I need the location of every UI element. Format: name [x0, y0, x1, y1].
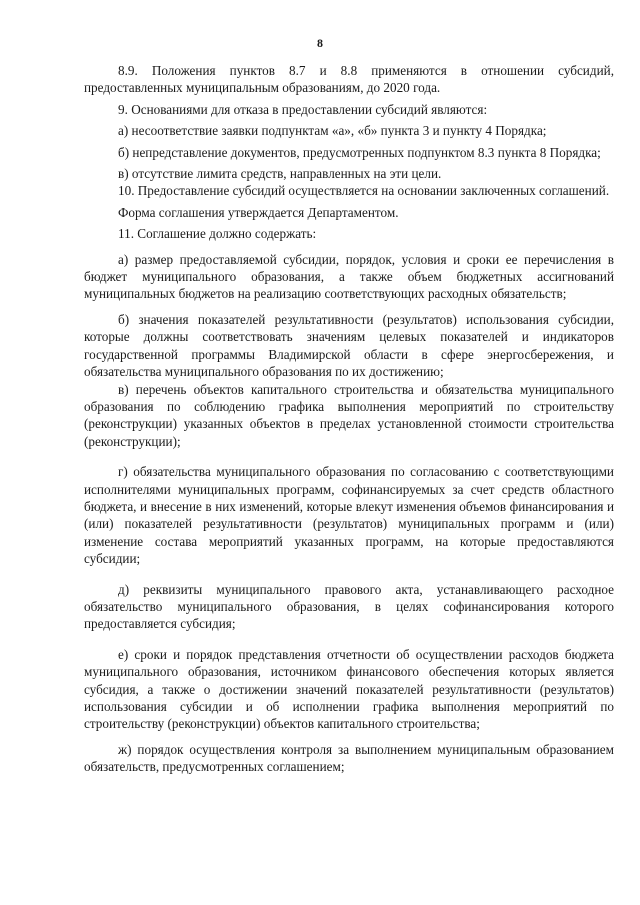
- paragraph-agreement-form: Форма соглашения утверждается Департаментом.: [118, 204, 399, 220]
- document-body: [84, 62, 614, 776]
- paragraph-8-9: 8.9. Положения пунктов 8.7 и 8.8 применяются в отношении субсидий, предоставленных муниципальным образованиям, до 2020 года.: [84, 63, 614, 96]
- paragraph-11-b: б) значения показателей результативности (результатов) использования субсидии, которые должны соответствовать значениям целевых показателей и индикаторов государственной программы Владимирской области в сфере энергосбережения, и обязательства муниципального образования по их достижению;: [84, 311, 614, 380]
- paragraph-11-v: в) перечень объектов капитального строительства и обязательства муниципального образования по соблюдению графика выполнения мероприятий по строительству (реконструкции) указанных объектов в пределах установленной стоимости строительства (реконструкции);: [84, 381, 614, 449]
- paragraph-11-e: е) сроки и порядок представления отчетности об осуществлении расходов бюджета муниципального образования, источником финансового обеспечения которых является субсидия, а также о достижении значений показателей результативности (результатов) использования субсидии и об исполнении графика выполнения мероприятий по строительству (реконструкции) объектов капитального строительства;: [84, 646, 614, 732]
- paragraph-10: 10. Предоставление субсидий осуществляется на основании заключенных соглашений.: [118, 183, 610, 199]
- paragraph-9: 9. Основаниями для отказа в предоставлении субсидий являются:: [118, 101, 488, 117]
- paragraph-11-g: г) обязательства муниципального образования по согласованию с соответствующими исполнителями муниципальных программ, софинансируемых за счет средств областного бюджета, и внесение в них изменений, которые влекут изменения объемов финансирования и (или) показателей результативности (результатов) муниципальных программ и (или) изменение состава мероприятий указанных программ, на которые предоставляются субсидии;: [84, 464, 614, 567]
- paragraph-9-a: а) несоответствие заявки подпунктам «а», «б» пункта 3 и пункту 4 Порядка;: [118, 123, 547, 139]
- paragraph-11: 11. Соглашение должно содержать:: [118, 226, 317, 242]
- paragraph-9-v: в) отсутствие лимита средств, направленных на эти цели.: [118, 166, 442, 182]
- paragraph-11-zh: ж) порядок осуществления контроля за выполнением муниципальным образованием обязательств, предусмотренных соглашением;: [84, 741, 614, 775]
- paragraph-11-a: а) размер предоставляемой субсидии, порядок, условия и сроки ее перечисления в бюджет муниципального образования, а также объем бюджетных ассигнований муниципальных бюджетов на реализацию соответствующих расходных обязательств;: [84, 251, 614, 302]
- paragraph-11-d: д) реквизиты муниципального правового акта, устанавливающего расходное обязательство муниципального образования, в целях софинансирования которого предоставляется субсидия;: [84, 581, 614, 632]
- paragraph-9-b: б) непредставление документов, предусмотренных подпунктом 8.3 пункта 8 Порядка;: [118, 144, 601, 160]
- page-number: 8: [317, 36, 323, 50]
